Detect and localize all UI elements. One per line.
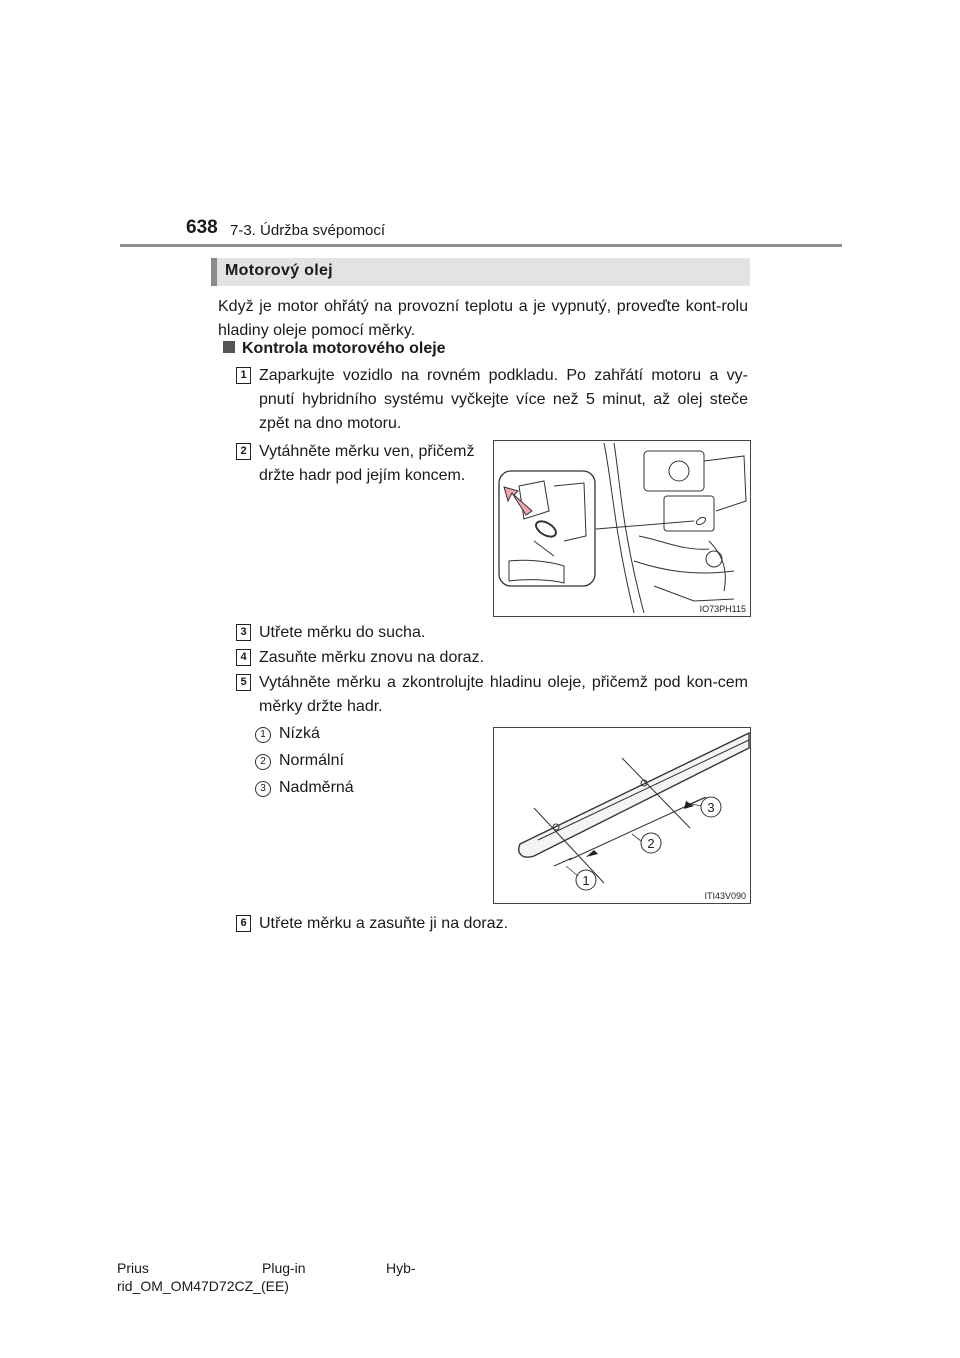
- step-number-4: 4: [236, 649, 251, 666]
- engine-bay-figure: [493, 440, 751, 617]
- footer-hyb: Hyb-: [386, 1260, 416, 1276]
- section-title-bar: [211, 258, 750, 286]
- page-number: 638: [186, 217, 218, 238]
- step-number-6: 6: [236, 915, 251, 932]
- subheading-text: Kontrola motorového oleje: [242, 340, 446, 357]
- header-rule: [120, 244, 842, 247]
- level-number-2: 2: [255, 754, 271, 770]
- callout-2-label: 2: [647, 836, 655, 851]
- square-bullet-icon: [223, 341, 235, 353]
- step-6-text: Utřete měrku a zasuňte ji na doraz.: [259, 915, 509, 932]
- callout-1-label: 1: [582, 873, 590, 888]
- section-label: 7-3. Údržba svépomocí: [230, 222, 386, 239]
- footer-model: Prius: [117, 1260, 149, 1276]
- step-number-1: 1: [236, 367, 251, 384]
- step-number-2: 2: [236, 443, 251, 460]
- engine-bay-illustration: [494, 441, 750, 616]
- step-2-text: Vytáhněte měrku ven, přičemž držte hadr pod jejím koncem.: [259, 443, 475, 484]
- level-label-normal: Normální: [279, 752, 344, 769]
- level-label-excessive: Nadměrná: [279, 779, 354, 796]
- footer-plugin: Plug-in: [262, 1260, 306, 1276]
- level-number-1: 1: [255, 727, 271, 743]
- footer-doc-code: rid_OM_OM47D72CZ_(EE): [117, 1278, 289, 1294]
- level-number-3: 3: [255, 781, 271, 797]
- step-1-text: Zaparkujte vozidlo na rovném podkladu. Po zahřátí motoru a vy-pnutí hybridního systému vyčkejte více než 5 minut, až olej steče zpět na dno motoru.: [259, 367, 748, 432]
- step-4-text: Zasuňte měrku znovu na doraz.: [259, 649, 485, 666]
- dipstick-figure-code: ITI43V090: [704, 891, 746, 901]
- step-5-text: Vytáhněte měrku a zkontrolujte hladinu oleje, přičemž pod kon-cem měrky držte hadr.: [259, 674, 748, 715]
- section-title: Motorový olej: [225, 262, 333, 279]
- subheading: [223, 340, 446, 358]
- callout-3-label: 3: [707, 800, 715, 815]
- level-label-low: Nízká: [279, 725, 320, 742]
- dipstick-illustration: [494, 728, 750, 903]
- step-number-3: 3: [236, 624, 251, 641]
- step-3-text: Utřete měrku do sucha.: [259, 624, 426, 641]
- dipstick-figure: [493, 727, 751, 904]
- intro-paragraph: Když je motor ohřátý na provozní teplotu a je vypnutý, proveďte kont-rolu hladiny oleje pomocí měrky.: [218, 298, 748, 339]
- engine-figure-code: IO73PH115: [699, 604, 746, 614]
- step-number-5: 5: [236, 674, 251, 691]
- section-title-accent: [211, 258, 217, 286]
- footer: [117, 1259, 416, 1295]
